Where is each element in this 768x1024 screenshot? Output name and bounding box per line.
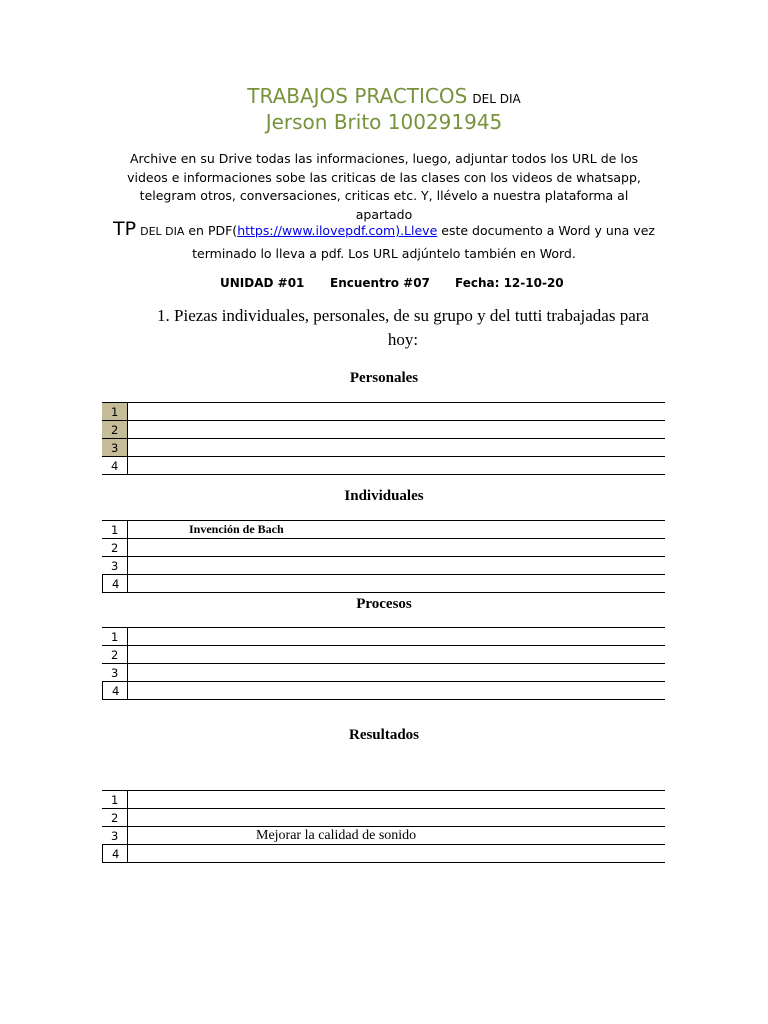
table-row (102, 844, 665, 863)
en-pdf-text: en PDF( (184, 223, 238, 238)
row-cell[interactable] (129, 646, 665, 663)
row-number: 1 (102, 628, 128, 645)
table-row (102, 438, 665, 456)
row-number: 1 (102, 791, 128, 808)
row-cell[interactable] (129, 539, 665, 556)
row-cell[interactable] (129, 457, 665, 474)
table-row (102, 420, 665, 438)
table-personales (102, 402, 665, 475)
unidad-label: UNIDAD #01 (220, 276, 305, 290)
row-number: 4 (102, 682, 128, 699)
row-number: 4 (102, 575, 128, 592)
row-cell[interactable] (129, 809, 665, 826)
table-row (102, 538, 665, 556)
document-title (0, 84, 768, 108)
title-small: DEL DIA (472, 92, 521, 106)
row-number: 1 (102, 521, 128, 538)
ilovepdf-link[interactable]: https://www.ilovepdf.com).Lleve (237, 223, 438, 238)
instructions-paragraph-2 (110, 218, 658, 265)
row-number: 2 (102, 539, 128, 556)
row-cell[interactable] (129, 682, 665, 699)
table-row (102, 681, 665, 700)
table-row (102, 808, 665, 826)
row-number: 4 (102, 845, 128, 862)
row-number: 3 (102, 664, 128, 681)
heading-procesos: Procesos (356, 596, 412, 612)
table-row (102, 574, 665, 593)
row-number: 3 (102, 827, 128, 844)
row-number: 2 (102, 809, 128, 826)
row-number: 4 (102, 457, 128, 474)
row-number: 3 (102, 557, 128, 574)
table-resultados (102, 790, 665, 863)
row-cell[interactable] (129, 557, 665, 574)
title-main: TRABAJOS PRACTICOS (247, 84, 468, 108)
row-number: 2 (102, 421, 128, 438)
table-row (102, 556, 665, 574)
fecha-label: Fecha: 12-10-20 (455, 276, 564, 290)
student-name: Jerson Brito 100291945 (265, 110, 503, 134)
tp-label: TP (113, 218, 137, 240)
table-row (102, 790, 665, 808)
resultados-note: Mejorar la calidad de sonido (256, 828, 417, 843)
del-dia-label: DEL DIA (140, 225, 185, 238)
question-1: 1. Piezas individuales, personales, de su grupo y del tutti trabajadas para hoy: (157, 306, 649, 349)
table-row (102, 627, 665, 645)
table-row (102, 520, 665, 538)
heading-individuales: Individuales (344, 488, 424, 504)
heading-resultados: Resultados (348, 727, 419, 743)
table-row (102, 663, 665, 681)
row-number: 2 (102, 646, 128, 663)
instructions-rest: este documento a Word y una vez terminado lo lleva a pdf. Los URL adjúntelo también en Word. (192, 223, 655, 261)
row-cell[interactable] (129, 575, 665, 592)
instructions-paragraph: Archive en su Drive todas las informaciones, luego, adjuntar todos los URL de los videos e informaciones sobe las criticas de las clases con los videos de whatsapp, telegram otros, conversaciones, criticas etc. Y, llévelo a nuestra plataforma al apartado (127, 151, 641, 222)
row-cell[interactable] (129, 628, 665, 645)
row-number: 3 (102, 439, 128, 456)
heading-personales: Personales (349, 370, 419, 386)
row-cell[interactable] (129, 664, 665, 681)
encuentro-label: Encuentro #07 (330, 276, 430, 290)
row-cell[interactable] (129, 845, 665, 862)
row-cell[interactable] (129, 439, 665, 456)
row-cell[interactable]: Invención de Bach (189, 522, 284, 536)
row-cell[interactable] (129, 421, 665, 438)
table-row (102, 402, 665, 420)
table-procesos (102, 627, 665, 700)
table-row (102, 645, 665, 663)
row-cell[interactable] (129, 403, 665, 420)
table-row (102, 456, 665, 475)
table-individuales (102, 520, 665, 593)
row-number: 1 (102, 403, 128, 420)
row-cell[interactable] (129, 791, 665, 808)
